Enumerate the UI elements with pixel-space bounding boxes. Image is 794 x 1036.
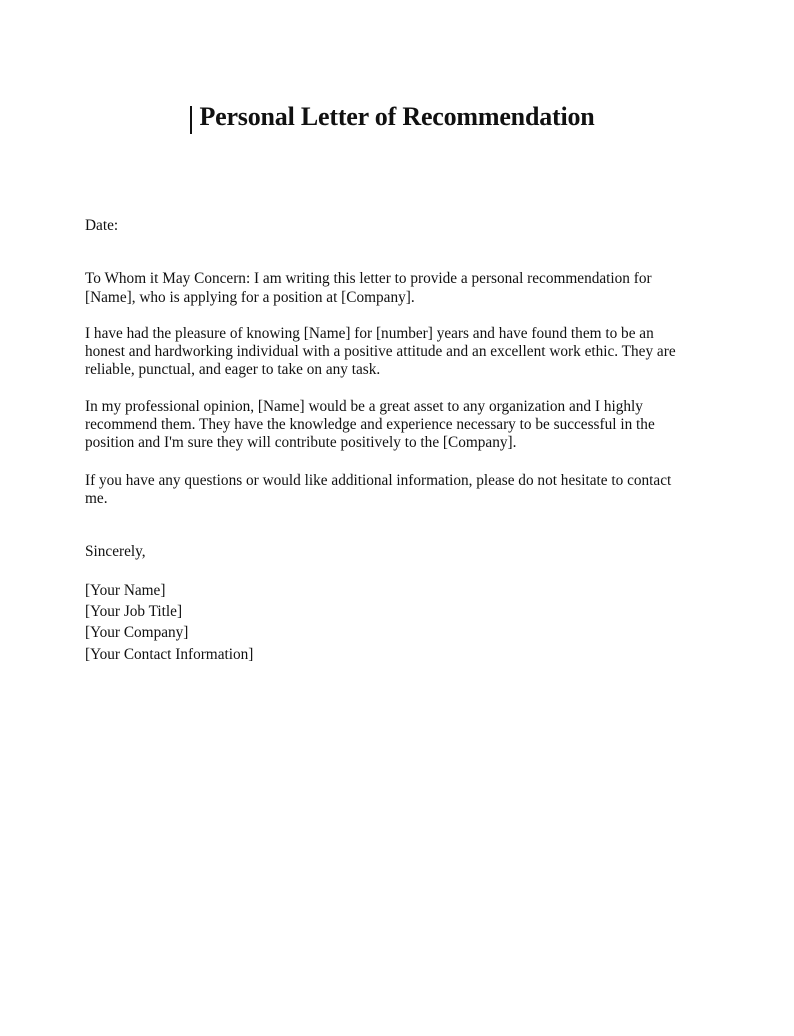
paragraph-2-line: reliable, punctual, and eager to take on any task. bbox=[85, 361, 381, 378]
document-title: Personal Letter of Recommendation bbox=[199, 102, 595, 131]
paragraph-4-line: me. bbox=[85, 490, 108, 507]
signature-name: [Your Name] bbox=[85, 582, 166, 599]
paragraph-4-line: If you have any questions or would like additional information, please do not hesitate to contact bbox=[85, 472, 672, 489]
paragraph-3-line: position and I'm sure they will contribute positively to the [Company]. bbox=[85, 434, 517, 451]
paragraph-1-line: [Name], who is applying for a position at [Company]. bbox=[85, 289, 415, 306]
signature-company: [Your Company] bbox=[85, 624, 189, 641]
paragraph-2-line: I have had the pleasure of knowing [Name] for [number] years and have found them to be an bbox=[85, 325, 654, 342]
signature-job-title: [Your Job Title] bbox=[85, 603, 183, 620]
date-label: Date: bbox=[85, 217, 119, 234]
paragraph-3-line: recommend them. They have the knowledge and experience necessary to be successful in the bbox=[85, 416, 655, 433]
paragraph-3-line: In my professional opinion, [Name] would be a great asset to any organization and I highly bbox=[85, 398, 643, 415]
paragraph-1-line: To Whom it May Concern: I am writing this letter to provide a personal recommendation for bbox=[85, 270, 652, 287]
paragraph-2-line: honest and hardworking individual with a positive attitude and an excellent work ethic. They are bbox=[85, 343, 676, 360]
closing: Sincerely, bbox=[85, 543, 146, 560]
signature-contact: [Your Contact Information] bbox=[85, 646, 254, 663]
